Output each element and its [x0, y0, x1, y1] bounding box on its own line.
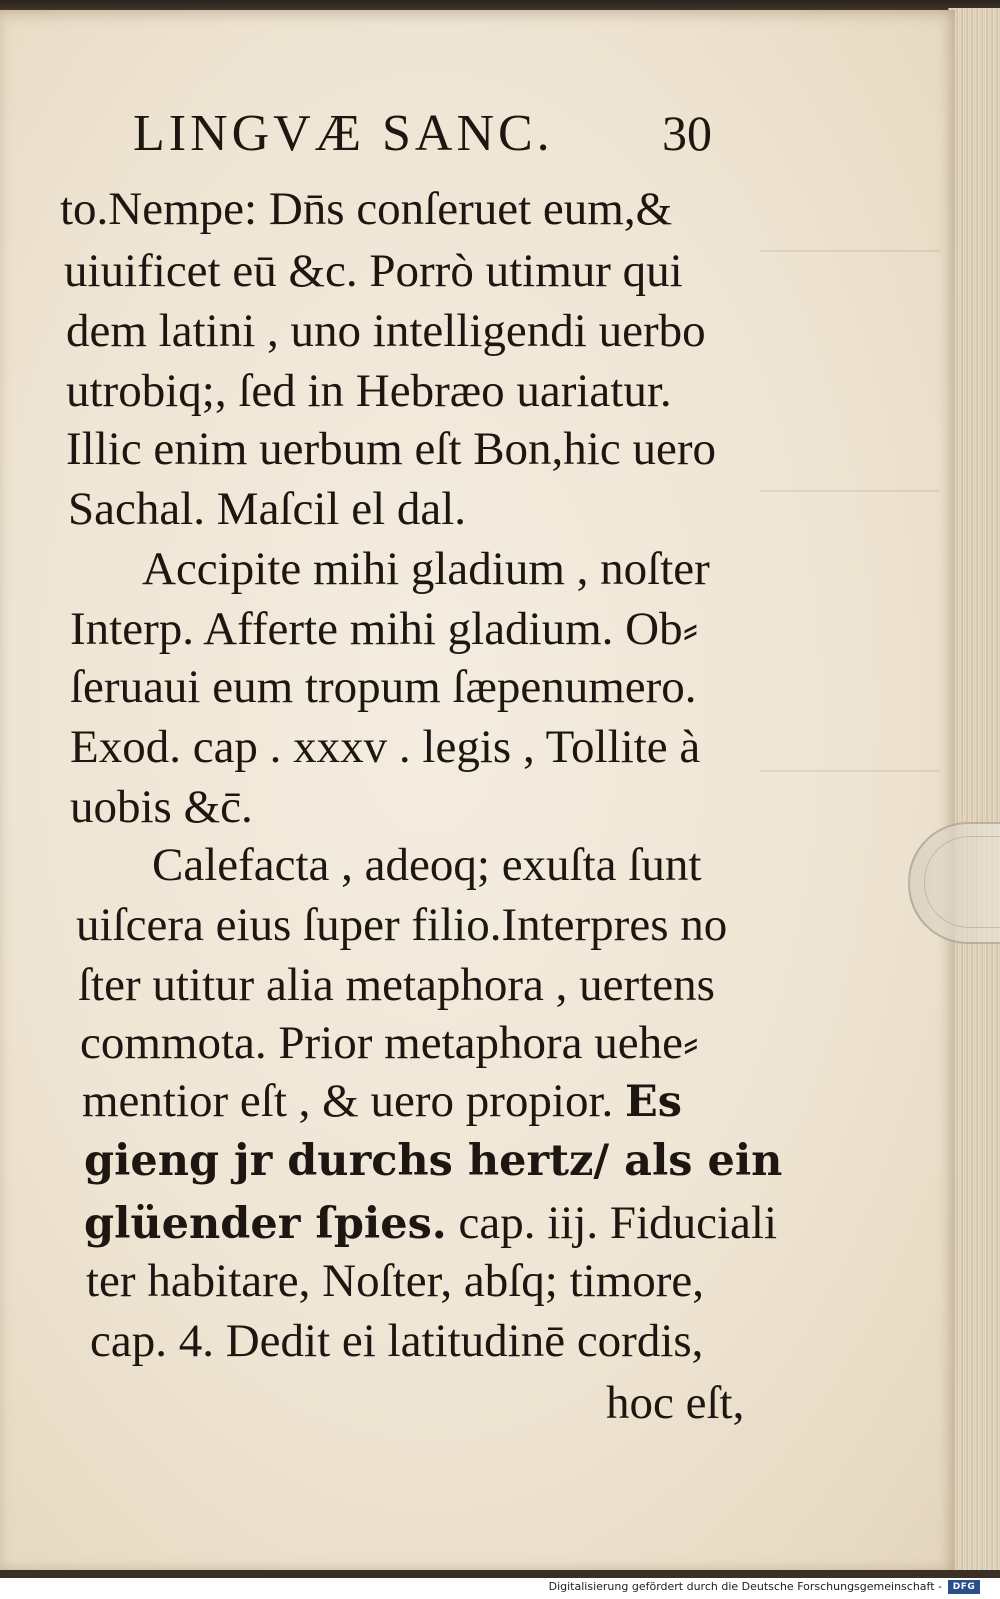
text-line [84, 1197, 778, 1249]
footer-credit: Digitalisierung gefördert durch die Deutsche Forschungsgemeinschaft - [548, 1580, 942, 1593]
text-fragment: mentior eſt , & uero propior. [82, 1075, 614, 1127]
text-line: commota. Prior metaphora uehe⸗ [80, 1017, 699, 1069]
text-line: Exod. cap . xxxv . legis , Tollite à [70, 721, 701, 773]
text-line: cap. 4. Dedit ei latitudinē cordis, [90, 1315, 704, 1367]
page-edges [948, 8, 1000, 1570]
text-line [82, 1075, 682, 1127]
text-line: uiſcera eius ſuper filio.Interpres no [76, 899, 728, 951]
blackletter-line: gieng jr durchs hertz/ als ein [84, 1136, 783, 1186]
text-line: Interp. Afferte mihi gladium. Ob⸗ [70, 603, 699, 655]
text-line: dem latini , uno intelligendi uerbo [66, 305, 706, 357]
running-head: LINGVÆ SANC. [133, 105, 554, 162]
text-line: to.Nempe: Dn̄s conſeruet eum,& [60, 183, 673, 235]
folio-number: 30 [662, 105, 712, 161]
text-line: utrobiq;, ſed in Hebræo uariatur. [66, 365, 672, 417]
text-line: uobis &c̄. [70, 781, 253, 833]
blackletter-fragment: Es [625, 1077, 682, 1127]
text-line: Calefacta , adeoq; exuſta ſunt [152, 839, 702, 891]
show-through [760, 450, 940, 492]
text-fragment: cap. iij. Fiduciali [458, 1197, 778, 1249]
text-line: Sachal. Maſcil el dal. [68, 483, 467, 535]
text-line: Accipite mihi gladium , noſter [142, 543, 710, 595]
text-line: ter habitare, Noſter, abſq; timore, [86, 1255, 705, 1307]
dfg-logo: DFG [948, 1580, 980, 1594]
show-through [760, 190, 940, 252]
blackletter-fragment: glüender ſpies. [84, 1199, 447, 1249]
text-line: uiuificet eū &c. Porrò utimur qui [64, 245, 683, 297]
text-line: Illic enim uerbum eſt Bon,hic uero [66, 423, 716, 475]
text-line: ſeruaui eum tropum ſæpenumero. [70, 661, 697, 713]
text-line: ſter utitur alia metaphora , uertens [78, 959, 715, 1011]
show-through [760, 730, 940, 772]
catchword: hoc eſt, [606, 1377, 745, 1429]
